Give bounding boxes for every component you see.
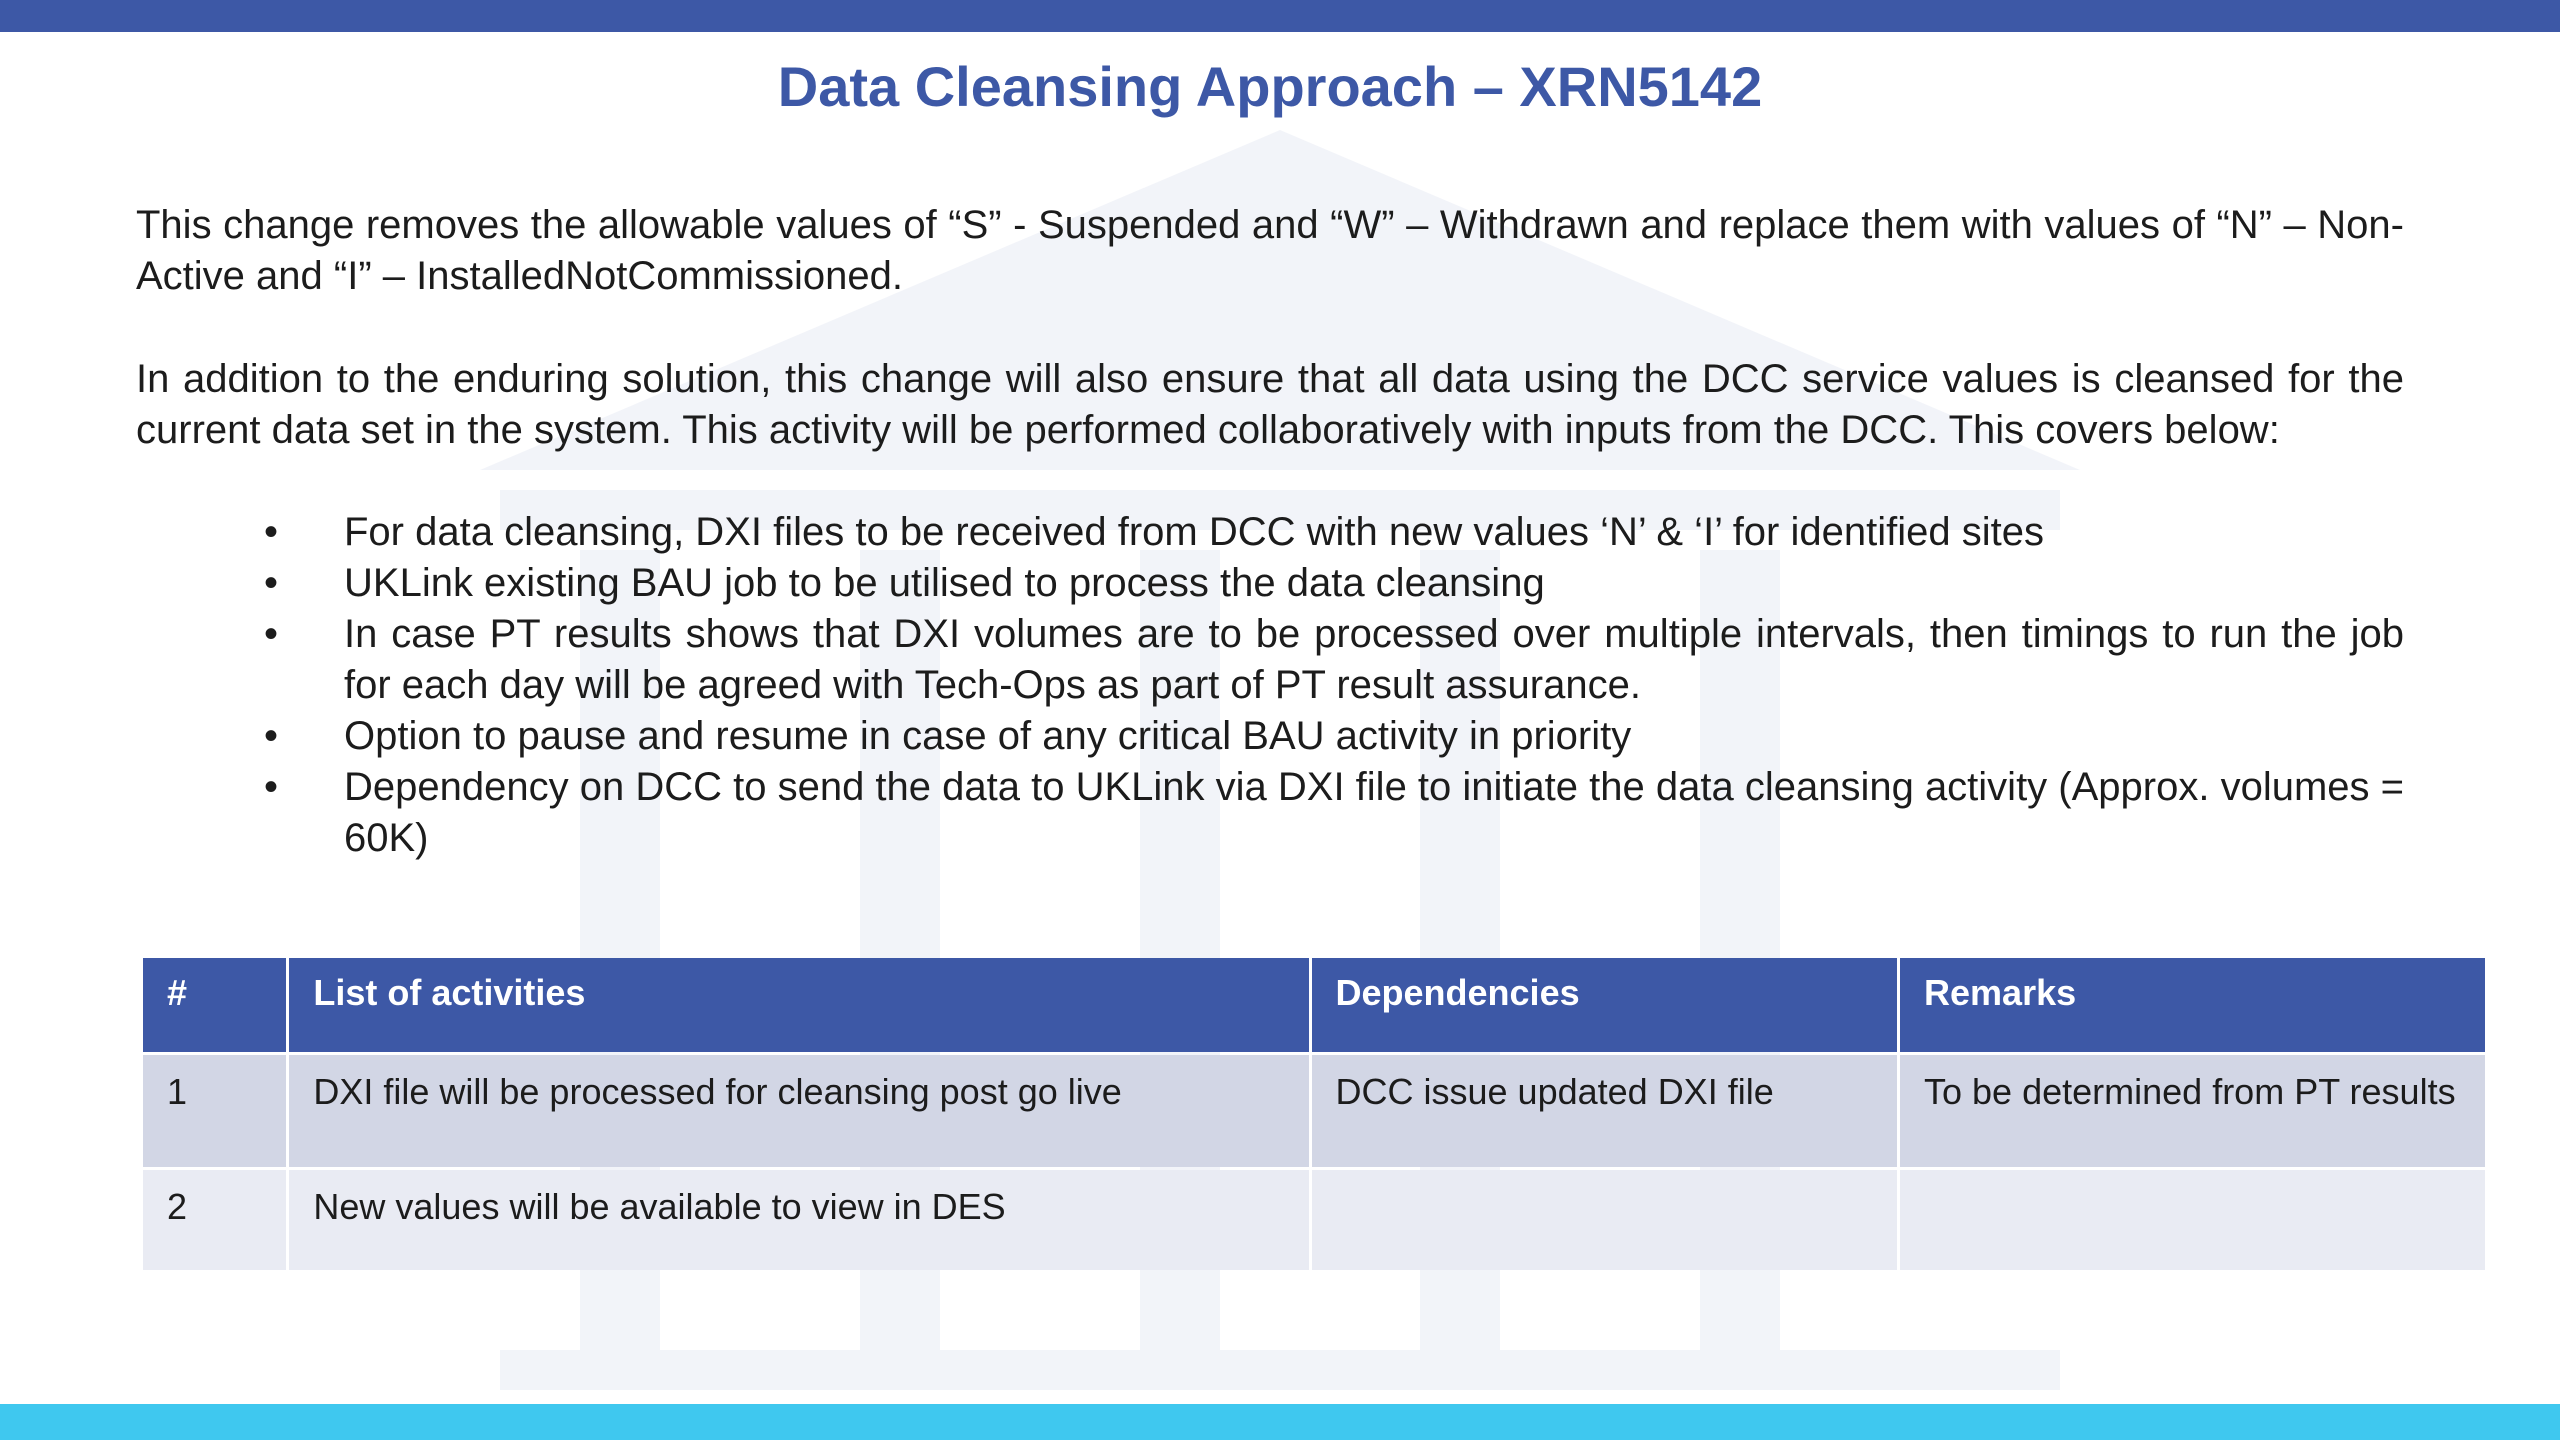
bullet-dot-icon: • xyxy=(264,510,279,554)
bullet-text: Dependency on DCC to send the data to UKLink via DXI file to initiate the data cleansing activity (Approx. volumes = 60K) xyxy=(344,765,2404,860)
cell-remarks: To be determined from PT results xyxy=(1900,1055,2485,1167)
cell-dependency xyxy=(1312,1170,1898,1270)
cell-activity: DXI file will be processed for cleansing post go live xyxy=(289,1055,1308,1167)
table-row xyxy=(143,1170,2485,1270)
cell-remarks xyxy=(1900,1170,2485,1270)
context-paragraph: In addition to the enduring solution, this change will also ensure that all data using the DCC service values is cleansed for the current data set in the system. This activity will be performed collaboratively with inputs from the DCC. This covers below: xyxy=(136,357,2404,452)
bullet-item xyxy=(136,558,2404,609)
bullet-text: In case PT results shows that DXI volumes are to be processed over multiple intervals, then timings to run the job for each day will be agreed with Tech-Ops as part of PT result assurance. xyxy=(344,612,2404,707)
cell-number: 2 xyxy=(143,1170,286,1270)
table-row xyxy=(143,1055,2485,1167)
bullet-text: For data cleansing, DXI files to be received from DCC with new values ‘N’ & ‘I’ for identified sites xyxy=(344,510,2044,554)
intro-paragraph: This change removes the allowable values of “S” - Suspended and “W” – Withdrawn and replace them with values of “N” – Non-Active and “I” – InstalledNotCommissioned. xyxy=(136,203,2404,298)
bullet-text: UKLink existing BAU job to be utilised to process the data cleansing xyxy=(344,561,1545,605)
slide-title: Data Cleansing Approach – XRN5142 xyxy=(777,55,1763,118)
bullet-text: Option to pause and resume in case of any critical BAU activity in priority xyxy=(344,714,1632,758)
cell-dependency: DCC issue updated DXI file xyxy=(1312,1055,1898,1167)
table-header-row xyxy=(143,958,2485,1052)
header-remarks: Remarks xyxy=(1900,958,2485,1052)
activities-table xyxy=(140,955,2488,1273)
header-dependencies: Dependencies xyxy=(1312,958,1898,1052)
header-number: # xyxy=(143,958,286,1052)
bullet-item xyxy=(136,762,2404,864)
bullet-list xyxy=(136,507,2404,864)
header-activities: List of activities xyxy=(289,958,1308,1052)
cell-number: 1 xyxy=(143,1055,286,1167)
bullet-item xyxy=(136,609,2404,711)
bullet-dot-icon: • xyxy=(264,714,279,758)
bullet-item xyxy=(136,711,2404,762)
top-accent-bar xyxy=(0,0,2560,32)
bullet-dot-icon: • xyxy=(264,765,279,809)
bullet-dot-icon: • xyxy=(264,561,279,605)
bullet-dot-icon: • xyxy=(264,612,279,656)
bottom-accent-bar xyxy=(0,1404,2560,1440)
bullet-item xyxy=(136,507,2404,558)
cell-activity: New values will be available to view in DES xyxy=(289,1170,1308,1270)
